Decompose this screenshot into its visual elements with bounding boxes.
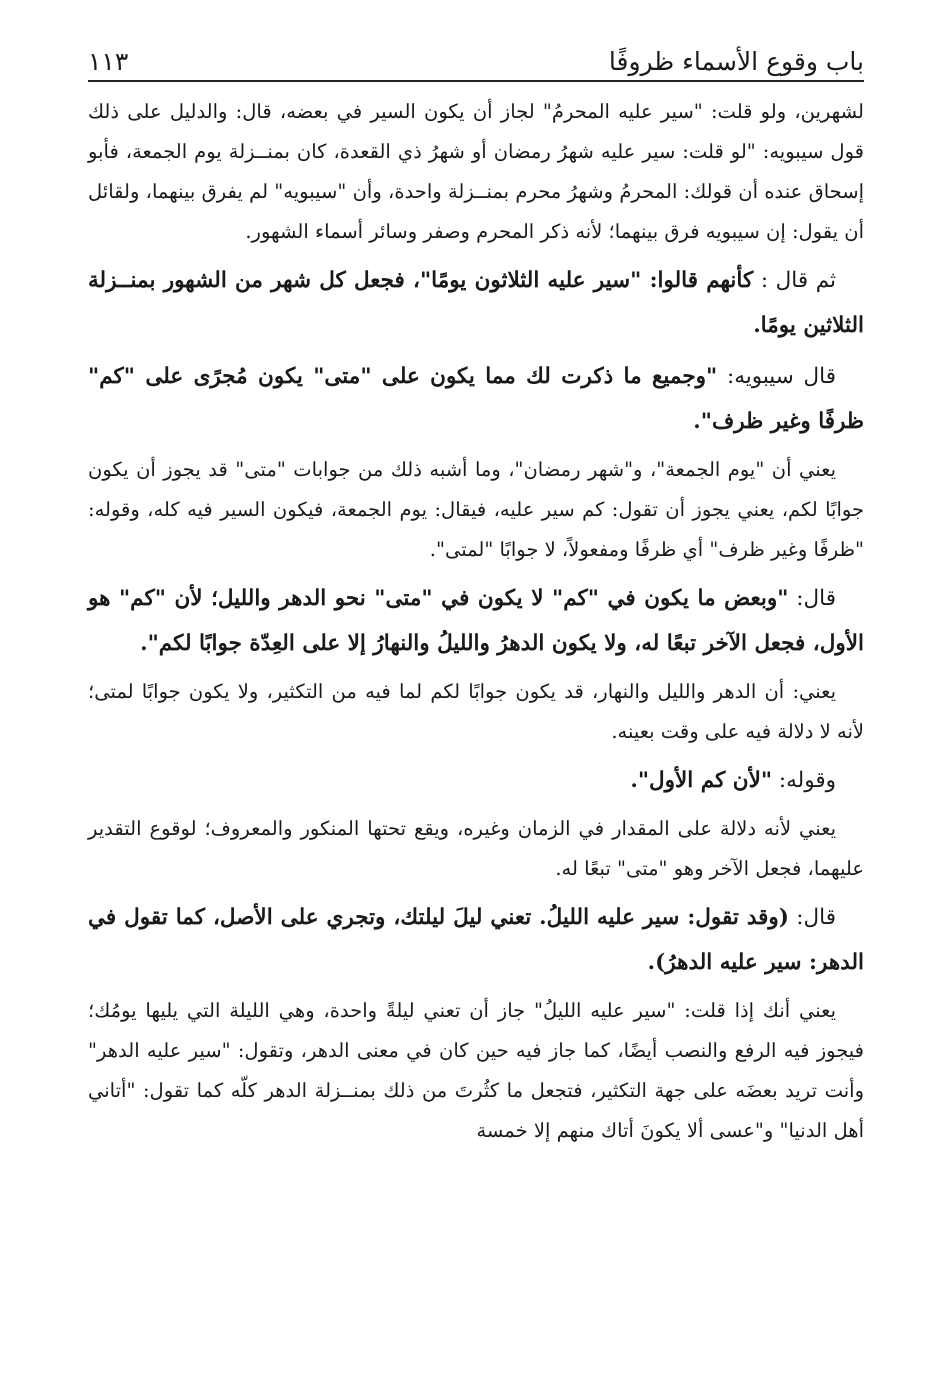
- page-header: [88, 28, 864, 76]
- paragraph-text: يعني لأنه دلالة على المقدار في الزمان وغيره، ويقع تحتها المنكور والمعروف؛ لوقوع التقدير عليهما، فجعل الآخر وهو "متى" تبعًا له.: [88, 817, 864, 880]
- paragraph-lead: وقوله:: [772, 768, 836, 793]
- paragraph: [88, 809, 864, 889]
- page-body: [88, 92, 864, 1157]
- paragraph-text: يعني: أن الدهر والليل والنهار، قد يكون جوابًا لكم لما فيه من التكثير، ولا يكون جوابًا لمتى؛ لأنه لا دلالة فيه على وقت بعينه.: [88, 680, 864, 743]
- chapter-title: باب وقوع الأسماء ظروفًا: [608, 47, 864, 76]
- page-number: ١١٣: [88, 47, 129, 76]
- paragraph-lead: قال:: [788, 905, 836, 930]
- paragraph-text: "وبعض ما يكون في "كم" لا يكون في "متى" نحو الدهر والليل؛ لأن "كم" هو الأول، فجعل الآخر تبعًا له، ولا يكون الدهرُ والليلُ والنهارُ إلا على العِدّة جوابًا لكم".: [88, 586, 864, 656]
- paragraph: [88, 92, 864, 252]
- paragraph-text: "لأن كم الأول".: [630, 768, 773, 793]
- paragraph-text: يعني أنك إذا قلت: "سير عليه الليلُ" جاز أن تعني ليلةً واحدة، وهي الليلة التي يليها يومُك؛ فيجوز فيه الرفع والنصب أيضًا، كما جاز فيه حين كان في معنى الدهر، وتقول: "سير عليه الدهر" وأنت تريد بعضَه على جهة التكثير، فتجعل ما كثُرتَ من ذلك بمنــزلة الدهر كلّه كما تقول: "أتاني أهل الدنيا" و"عسى ألا يكونَ أتاك منهم إلا خمسة: [88, 999, 864, 1142]
- paragraph-quote: [88, 258, 864, 348]
- paragraph: [88, 991, 864, 1151]
- paragraph-text: كأنهم قالوا: "سير عليه الثلاثون يومًا"، فجعل كل شهر من الشهور بمنــزلة الثلاثين يومًا.: [88, 268, 864, 338]
- paragraph-quote: [88, 895, 864, 985]
- paragraph-lead: قال سيبويه:: [717, 364, 836, 389]
- paragraph: [88, 672, 864, 752]
- paragraph-lead: ثم قال :: [753, 268, 836, 293]
- paragraph-quote: [88, 758, 864, 803]
- paragraph-text: "وجميع ما ذكرت لك مما يكون على "متى" يكون مُجرًى على "كم" ظرفًا وغير ظرف".: [88, 364, 864, 434]
- header-divider: [88, 80, 864, 82]
- paragraph-text: يعني أن "يوم الجمعة"، و"شهر رمضان"، وما أشبه ذلك من جوابات "متى" قد يجوز أن يكون جوابًا لكم، يعني يجوز أن تقول: كم سير عليه، فيقال: يوم الجمعة، فيكون السير فيه كله، وقوله: "ظرفًا وغير ظرف" أي ظرفًا ومفعولاً، لا جوابًا "لمتى".: [88, 458, 864, 561]
- paragraph-text: (وقد تقول: سير عليه الليلُ. تعني ليلَ ليلتك، وتجري على الأصل، كما تقول في الدهر: سير عليه الدهرُ).: [88, 905, 864, 975]
- paragraph-quote: [88, 354, 864, 444]
- paragraph-quote: [88, 576, 864, 666]
- paragraph-lead: قال:: [788, 586, 836, 611]
- paragraph-text: لشهرين، ولو قلت: "سير عليه المحرمُ" لجاز أن يكون السير في بعضه، قال: والدليل على ذلك قول سيبويه: "لو قلت: سير عليه شهرُ رمضان أو شهرُ ذي القعدة، كان بمنــزلة يوم الجمعة، فأبو إسحاق عنده أن قولك: المحرمُ وشهرُ محرم بمنــزلة واحدة، وأن "سيبويه" لم يفرق بينهما، ولقائل أن يقول: إن سيبويه فرق بينهما؛ لأنه ذكر المحرم وصفر وسائر أسماء الشهور.: [88, 100, 864, 243]
- paragraph: [88, 450, 864, 570]
